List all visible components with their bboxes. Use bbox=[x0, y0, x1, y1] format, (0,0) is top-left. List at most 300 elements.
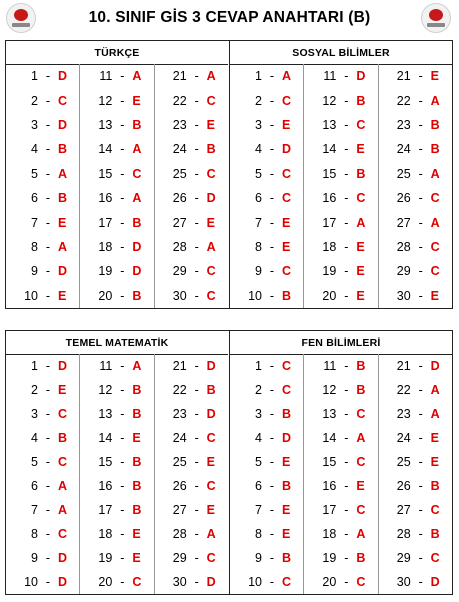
answer-letter: C bbox=[206, 551, 216, 565]
answer-letter: C bbox=[206, 431, 216, 445]
question-number: 5 bbox=[31, 455, 38, 469]
question-number: 13 bbox=[98, 117, 113, 132]
question-number: 14 bbox=[322, 142, 337, 157]
answer-row bbox=[6, 259, 79, 283]
separator: - bbox=[45, 117, 51, 132]
question-number: 10 bbox=[24, 288, 38, 303]
question-number: 9 bbox=[31, 551, 38, 565]
separator: - bbox=[120, 117, 125, 132]
answer-row bbox=[6, 235, 79, 259]
answer-row bbox=[304, 426, 377, 450]
answer-letter: E bbox=[132, 431, 141, 445]
question-number: 2 bbox=[255, 383, 262, 397]
answer-letter: D bbox=[132, 239, 142, 254]
answer-letter: C bbox=[430, 264, 440, 279]
answer-grid bbox=[230, 64, 452, 308]
separator: - bbox=[344, 166, 349, 181]
answer-row bbox=[230, 378, 303, 402]
separator: - bbox=[344, 191, 349, 206]
answer-letter: D bbox=[282, 142, 292, 157]
answer-letter: E bbox=[430, 455, 439, 469]
question-number: 3 bbox=[31, 117, 38, 132]
answer-row bbox=[80, 450, 153, 474]
separator: - bbox=[344, 551, 349, 565]
question-number: 13 bbox=[98, 407, 113, 421]
answer-row bbox=[6, 284, 79, 308]
answer-row bbox=[304, 64, 377, 88]
separator: - bbox=[120, 69, 125, 84]
answer-row bbox=[379, 474, 452, 498]
separator: - bbox=[194, 455, 199, 469]
separator: - bbox=[344, 142, 349, 157]
answer-letter: C bbox=[132, 575, 142, 589]
question-number: 26 bbox=[172, 191, 187, 206]
question-number: 29 bbox=[396, 264, 411, 279]
answer-row bbox=[379, 186, 452, 210]
answer-row bbox=[6, 402, 79, 426]
answer-column bbox=[303, 354, 377, 594]
answer-row bbox=[80, 522, 153, 546]
answer-column bbox=[378, 354, 452, 594]
answer-letter: E bbox=[132, 527, 141, 541]
separator: - bbox=[269, 69, 275, 84]
answer-row bbox=[379, 64, 452, 88]
answer-row bbox=[6, 64, 79, 88]
answer-row bbox=[379, 162, 452, 186]
question-number: 14 bbox=[98, 142, 113, 157]
answer-panel-2 bbox=[5, 330, 453, 595]
answer-column bbox=[79, 64, 153, 308]
answer-letter: E bbox=[206, 455, 215, 469]
answer-letter: A bbox=[430, 215, 440, 230]
separator: - bbox=[418, 407, 423, 421]
separator: - bbox=[194, 575, 199, 589]
separator: - bbox=[120, 503, 125, 517]
separator: - bbox=[45, 479, 51, 493]
answer-row bbox=[155, 64, 228, 88]
answer-letter: E bbox=[430, 431, 439, 445]
question-number: 27 bbox=[396, 215, 411, 230]
question-number: 17 bbox=[322, 503, 337, 517]
answer-letter: E bbox=[356, 239, 365, 254]
answer-row bbox=[6, 474, 79, 498]
answer-letter: B bbox=[356, 383, 366, 397]
answer-row bbox=[155, 259, 228, 283]
answer-letter: E bbox=[430, 69, 439, 84]
answer-row bbox=[379, 522, 452, 546]
separator: - bbox=[45, 69, 51, 84]
question-number: 1 bbox=[31, 359, 38, 373]
answer-row bbox=[6, 378, 79, 402]
answer-letter: E bbox=[282, 455, 291, 469]
section-title: TÜRKÇE bbox=[6, 41, 228, 65]
answer-letter: C bbox=[206, 93, 216, 108]
answer-row bbox=[230, 450, 303, 474]
answer-letter: D bbox=[58, 69, 68, 84]
question-number: 29 bbox=[172, 264, 187, 279]
answer-row bbox=[379, 235, 452, 259]
separator: - bbox=[45, 142, 51, 157]
answer-letter: B bbox=[430, 142, 440, 157]
question-number: 8 bbox=[255, 239, 262, 254]
answer-row bbox=[80, 88, 153, 112]
separator: - bbox=[269, 215, 275, 230]
separator: - bbox=[418, 431, 423, 445]
answer-row bbox=[230, 546, 303, 570]
question-number: 8 bbox=[255, 527, 262, 541]
answer-letter: A bbox=[356, 431, 366, 445]
answer-letter: D bbox=[282, 431, 292, 445]
answer-letter: B bbox=[132, 455, 142, 469]
question-number: 13 bbox=[322, 117, 337, 132]
answer-row bbox=[304, 186, 377, 210]
answer-row bbox=[379, 450, 452, 474]
answer-row bbox=[80, 284, 153, 308]
separator: - bbox=[120, 527, 125, 541]
answer-row bbox=[230, 186, 303, 210]
answer-row bbox=[379, 378, 452, 402]
answer-letter: D bbox=[430, 575, 440, 589]
answer-letter: E bbox=[132, 551, 141, 565]
question-number: 3 bbox=[255, 117, 262, 132]
question-number: 25 bbox=[396, 166, 411, 181]
separator: - bbox=[269, 239, 275, 254]
separator: - bbox=[269, 166, 275, 181]
separator: - bbox=[45, 288, 51, 303]
answer-letter: C bbox=[58, 407, 68, 421]
question-number: 9 bbox=[255, 551, 262, 565]
separator: - bbox=[269, 575, 275, 589]
answer-row bbox=[6, 186, 79, 210]
question-number: 30 bbox=[396, 288, 411, 303]
question-number: 11 bbox=[323, 359, 337, 373]
question-number: 9 bbox=[255, 264, 262, 279]
answer-letter: E bbox=[58, 215, 67, 230]
answer-letter: C bbox=[132, 166, 142, 181]
answer-row bbox=[304, 474, 377, 498]
question-number: 22 bbox=[396, 383, 411, 397]
separator: - bbox=[418, 215, 423, 230]
answer-letter: C bbox=[58, 455, 68, 469]
separator: - bbox=[194, 215, 199, 230]
question-number: 2 bbox=[31, 93, 38, 108]
answer-letter: C bbox=[356, 455, 366, 469]
answer-row bbox=[304, 210, 377, 234]
answer-row bbox=[379, 570, 452, 594]
question-number: 28 bbox=[172, 527, 187, 541]
answer-letter: D bbox=[206, 191, 216, 206]
separator: - bbox=[418, 288, 423, 303]
separator: - bbox=[45, 166, 51, 181]
question-number: 20 bbox=[322, 288, 337, 303]
answer-letter: D bbox=[206, 575, 216, 589]
answer-column bbox=[6, 354, 79, 594]
answer-letter: C bbox=[356, 575, 366, 589]
question-number: 28 bbox=[172, 239, 187, 254]
question-number: 17 bbox=[98, 503, 113, 517]
question-number: 4 bbox=[255, 142, 262, 157]
answer-row bbox=[379, 284, 452, 308]
answer-column bbox=[378, 64, 452, 308]
question-number: 1 bbox=[31, 69, 38, 84]
answer-row bbox=[304, 402, 377, 426]
answer-letter: B bbox=[282, 551, 292, 565]
answer-letter: B bbox=[206, 383, 216, 397]
question-number: 20 bbox=[322, 575, 337, 589]
answer-row bbox=[230, 498, 303, 522]
answer-letter: E bbox=[206, 215, 215, 230]
answer-row bbox=[6, 570, 79, 594]
separator: - bbox=[120, 431, 125, 445]
answer-row bbox=[80, 113, 153, 137]
separator: - bbox=[269, 264, 275, 279]
answer-letter: B bbox=[206, 142, 216, 157]
answer-row bbox=[6, 113, 79, 137]
answer-letter: D bbox=[58, 575, 68, 589]
answer-letter: A bbox=[356, 527, 366, 541]
answer-row bbox=[155, 235, 228, 259]
answer-row bbox=[155, 546, 228, 570]
answer-letter: C bbox=[430, 503, 440, 517]
answer-row bbox=[155, 210, 228, 234]
separator: - bbox=[45, 455, 51, 469]
separator: - bbox=[418, 239, 423, 254]
answer-letter: C bbox=[430, 191, 440, 206]
question-number: 7 bbox=[31, 503, 38, 517]
answer-letter: E bbox=[356, 479, 365, 493]
answer-row bbox=[230, 474, 303, 498]
answer-letter: E bbox=[206, 503, 215, 517]
separator: - bbox=[120, 575, 125, 589]
separator: - bbox=[45, 215, 51, 230]
answer-row bbox=[155, 378, 228, 402]
answer-letter: D bbox=[132, 264, 142, 279]
answer-letter: A bbox=[132, 69, 142, 84]
question-number: 17 bbox=[98, 215, 113, 230]
question-number: 18 bbox=[98, 239, 113, 254]
answer-row bbox=[379, 210, 452, 234]
separator: - bbox=[418, 142, 423, 157]
answer-row bbox=[230, 235, 303, 259]
question-number: 28 bbox=[396, 239, 411, 254]
answer-letter: A bbox=[430, 407, 440, 421]
separator: - bbox=[269, 503, 275, 517]
answer-row bbox=[155, 450, 228, 474]
separator: - bbox=[269, 359, 275, 373]
answer-letter: C bbox=[282, 383, 292, 397]
answer-letter: B bbox=[132, 503, 142, 517]
question-number: 6 bbox=[255, 479, 262, 493]
separator: - bbox=[418, 264, 423, 279]
question-number: 17 bbox=[322, 215, 337, 230]
question-number: 16 bbox=[322, 479, 337, 493]
answer-row bbox=[80, 210, 153, 234]
separator: - bbox=[269, 407, 275, 421]
answer-letter: A bbox=[132, 359, 142, 373]
answer-row bbox=[304, 162, 377, 186]
separator: - bbox=[418, 69, 423, 84]
separator: - bbox=[269, 93, 275, 108]
answer-row bbox=[6, 210, 79, 234]
separator: - bbox=[194, 359, 199, 373]
answer-row bbox=[304, 113, 377, 137]
answer-letter: E bbox=[356, 264, 365, 279]
answer-letter: B bbox=[282, 288, 292, 303]
separator: - bbox=[344, 479, 349, 493]
section-fen-bilimleri bbox=[229, 331, 452, 594]
answer-row bbox=[379, 259, 452, 283]
answer-letter: E bbox=[282, 117, 291, 132]
answer-row bbox=[379, 354, 452, 378]
separator: - bbox=[418, 93, 423, 108]
answer-letter: B bbox=[132, 479, 142, 493]
separator: - bbox=[418, 359, 423, 373]
answer-grid bbox=[6, 354, 228, 594]
answer-letter: D bbox=[58, 117, 68, 132]
separator: - bbox=[269, 191, 275, 206]
answer-grid bbox=[230, 354, 452, 594]
question-number: 12 bbox=[98, 383, 113, 397]
answer-row bbox=[80, 259, 153, 283]
answer-row bbox=[230, 402, 303, 426]
question-number: 29 bbox=[396, 551, 411, 565]
question-number: 22 bbox=[172, 383, 187, 397]
question-number: 3 bbox=[255, 407, 262, 421]
answer-row bbox=[230, 113, 303, 137]
question-number: 20 bbox=[98, 575, 113, 589]
answer-letter: B bbox=[356, 551, 366, 565]
answer-row bbox=[304, 259, 377, 283]
question-number: 23 bbox=[396, 407, 411, 421]
answer-row bbox=[155, 402, 228, 426]
separator: - bbox=[418, 191, 423, 206]
separator: - bbox=[418, 551, 423, 565]
separator: - bbox=[194, 264, 199, 279]
answer-column bbox=[154, 354, 228, 594]
answer-letter: C bbox=[206, 166, 216, 181]
question-number: 30 bbox=[172, 575, 187, 589]
answer-letter: E bbox=[282, 239, 291, 254]
separator: - bbox=[120, 455, 125, 469]
section-title: FEN BİLİMLERİ bbox=[230, 331, 452, 355]
answer-letter: E bbox=[282, 503, 291, 517]
question-number: 19 bbox=[98, 551, 113, 565]
answer-row bbox=[155, 113, 228, 137]
separator: - bbox=[194, 93, 199, 108]
answer-letter: B bbox=[132, 215, 142, 230]
question-number: 29 bbox=[172, 551, 187, 565]
answer-letter: A bbox=[58, 239, 68, 254]
question-number: 21 bbox=[396, 359, 411, 373]
answer-letter: E bbox=[58, 288, 67, 303]
answer-row bbox=[304, 284, 377, 308]
answer-letter: E bbox=[206, 117, 215, 132]
answer-letter: D bbox=[356, 69, 366, 84]
answer-column bbox=[154, 64, 228, 308]
question-number: 25 bbox=[396, 455, 411, 469]
answer-row bbox=[6, 522, 79, 546]
answer-row bbox=[230, 88, 303, 112]
answer-letter: C bbox=[356, 191, 366, 206]
answer-column bbox=[230, 354, 303, 594]
answer-row bbox=[80, 64, 153, 88]
question-number: 26 bbox=[396, 479, 411, 493]
section-temel-matematik bbox=[6, 331, 228, 594]
question-number: 24 bbox=[396, 431, 411, 445]
separator: - bbox=[269, 288, 275, 303]
answer-row bbox=[304, 235, 377, 259]
answer-letter: A bbox=[58, 166, 68, 181]
question-number: 20 bbox=[98, 288, 113, 303]
separator: - bbox=[344, 239, 349, 254]
answer-row bbox=[80, 162, 153, 186]
separator: - bbox=[344, 575, 349, 589]
question-number: 9 bbox=[31, 264, 38, 279]
separator: - bbox=[344, 455, 349, 469]
question-number: 25 bbox=[172, 166, 187, 181]
question-number: 1 bbox=[255, 359, 262, 373]
question-number: 23 bbox=[172, 117, 187, 132]
answer-letter: B bbox=[132, 383, 142, 397]
separator: - bbox=[45, 359, 51, 373]
answer-row bbox=[80, 137, 153, 161]
answer-letter: C bbox=[356, 117, 366, 132]
answer-letter: C bbox=[206, 264, 216, 279]
answer-row bbox=[304, 137, 377, 161]
answer-letter: E bbox=[356, 142, 365, 157]
answer-letter: D bbox=[206, 359, 216, 373]
separator: - bbox=[194, 166, 199, 181]
question-number: 27 bbox=[396, 503, 411, 517]
answer-letter: A bbox=[430, 93, 440, 108]
separator: - bbox=[344, 93, 349, 108]
answer-letter: A bbox=[356, 215, 366, 230]
separator: - bbox=[344, 215, 349, 230]
question-number: 5 bbox=[31, 166, 38, 181]
separator: - bbox=[120, 288, 125, 303]
separator: - bbox=[120, 383, 125, 397]
answer-row bbox=[230, 570, 303, 594]
answer-row bbox=[304, 450, 377, 474]
question-number: 14 bbox=[98, 431, 113, 445]
answer-letter: C bbox=[206, 288, 216, 303]
separator: - bbox=[194, 407, 199, 421]
answer-row bbox=[304, 498, 377, 522]
separator: - bbox=[194, 383, 199, 397]
answer-letter: A bbox=[430, 166, 440, 181]
answer-letter: C bbox=[430, 551, 440, 565]
answer-row bbox=[155, 498, 228, 522]
answer-row bbox=[80, 474, 153, 498]
question-number: 16 bbox=[98, 191, 113, 206]
separator: - bbox=[120, 166, 125, 181]
question-number: 6 bbox=[255, 191, 262, 206]
question-number: 25 bbox=[172, 455, 187, 469]
answer-row bbox=[155, 284, 228, 308]
answer-letter: B bbox=[132, 288, 142, 303]
separator: - bbox=[418, 575, 423, 589]
answer-row bbox=[6, 88, 79, 112]
question-number: 19 bbox=[322, 264, 337, 279]
question-number: 11 bbox=[323, 69, 337, 84]
answer-row bbox=[304, 546, 377, 570]
separator: - bbox=[194, 142, 199, 157]
answer-row bbox=[230, 162, 303, 186]
question-number: 5 bbox=[255, 455, 262, 469]
answer-row bbox=[6, 426, 79, 450]
answer-row bbox=[230, 354, 303, 378]
answer-row bbox=[155, 354, 228, 378]
